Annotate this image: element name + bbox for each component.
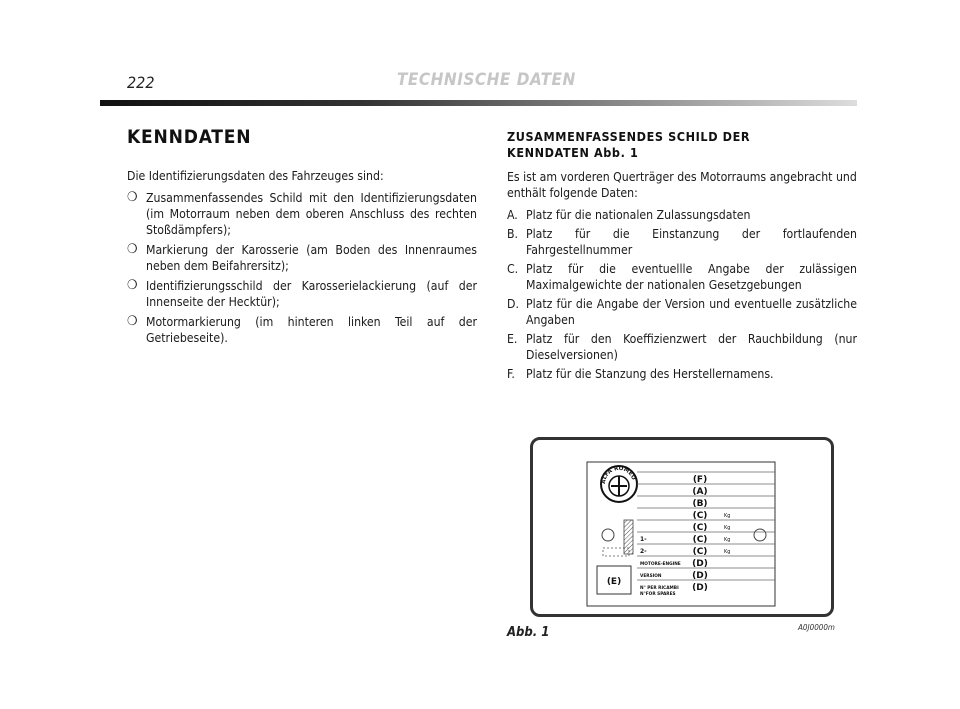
list-item: ❍ Markierung der Karosserie (am Boden des Innenraumes neben dem Beifahrersitz); <box>127 242 477 273</box>
alfa-romeo-logo-icon <box>601 466 637 502</box>
plate-row-code: (C) <box>692 547 708 557</box>
plate-row-code: (B) <box>692 499 708 509</box>
plate-row-unit: Kg <box>724 537 731 543</box>
e-box-label: (E) <box>606 577 622 587</box>
mount-hole-icon <box>754 529 766 541</box>
figure-caption: Abb. 1 <box>507 625 550 640</box>
intro-text: Die Identifizierungsdaten des Fahrzeuges sind: <box>127 169 384 183</box>
svg-text:ALFA ROMEO: ALFA ROMEO <box>600 465 637 485</box>
plate-row-label: VERSION <box>640 574 662 579</box>
header-rule <box>100 100 857 106</box>
plate-row-code: (D) <box>692 559 708 569</box>
plate-row-code: (A) <box>692 487 708 497</box>
list-item: C. Platz für die eventuellle Angabe der zulässigen Maximalgewichte der nationalen Gesetzgebungen <box>507 262 857 292</box>
plate-row-code: (C) <box>692 523 708 533</box>
running-title: TECHNISCHE DATEN <box>397 70 576 90</box>
plate-row-label: MOTORE-ENGINE <box>640 562 681 567</box>
mount-hole-icon <box>602 529 614 541</box>
stamp-area <box>624 520 633 554</box>
left-column <box>127 126 477 350</box>
list-item: ❍ Zusammenfassendes Schild mit den Identifizierungsdaten (im Motorraum neben dem oberen Anschluss des rechten Stoßdämpfers); <box>127 190 477 237</box>
right-column <box>507 129 857 385</box>
letter-list <box>507 207 857 382</box>
figure-frame <box>530 437 834 617</box>
plate-row-label: N°FOR SPARES <box>640 592 676 597</box>
plate-row-unit: Kg <box>724 549 731 555</box>
plate-row-unit: Kg <box>724 525 731 531</box>
plate-row-label: 2- <box>640 548 647 555</box>
plate-row-label: N° PER RICAMBI <box>640 586 679 591</box>
bullet-list <box>127 190 477 346</box>
list-item: F. Platz für die Stanzung des Herstellernamens. <box>507 367 774 381</box>
list-item: ❍ Identifizierungsschild der Karosserielackierung (auf der Innenseite der Hecktür); <box>127 278 477 309</box>
list-item: A. Platz für die nationalen Zulassungsdaten <box>507 208 751 222</box>
id-plate-illustration <box>533 440 831 614</box>
plate-row-code: (C) <box>692 535 708 545</box>
circle-bullet-icon: ❍ <box>127 278 138 293</box>
plate-row-code: (F) <box>692 475 708 485</box>
plate-row-label: 1- <box>640 536 647 543</box>
subsection-heading: ZUSAMMENFASSENDES SCHILD DER KENNDATEN Abb. 1 <box>507 129 751 160</box>
plate-row-code: (D) <box>692 583 708 593</box>
page-number: 222 <box>127 73 155 92</box>
list-item: D. Platz für die Angabe der Version und eventuelle zusätzliche Angaben <box>507 297 857 327</box>
intro-text: Es ist am vorderen Querträger des Motorraums angebracht und enthält folgende Daten: <box>507 170 857 200</box>
circle-bullet-icon: ❍ <box>127 190 138 205</box>
plate-row-code: (C) <box>692 511 708 521</box>
circle-bullet-icon: ❍ <box>127 314 138 329</box>
plate-row-code: (D) <box>692 571 708 581</box>
list-item: ❍ Motormarkierung (im hinteren linken Teil auf der Getriebeseite). <box>127 314 477 345</box>
circle-bullet-icon: ❍ <box>127 242 138 257</box>
plate-row-unit: Kg <box>724 513 731 519</box>
list-item: B. Platz für die Einstanzung der fortlaufenden Fahrgestellnummer <box>507 227 857 257</box>
section-heading: KENNDATEN <box>127 126 252 148</box>
figure-code: A0J0000m <box>798 623 835 632</box>
list-item: E. Platz für den Koeffizienzwert der Rauchbildung (nur Dieselversionen) <box>507 332 857 362</box>
